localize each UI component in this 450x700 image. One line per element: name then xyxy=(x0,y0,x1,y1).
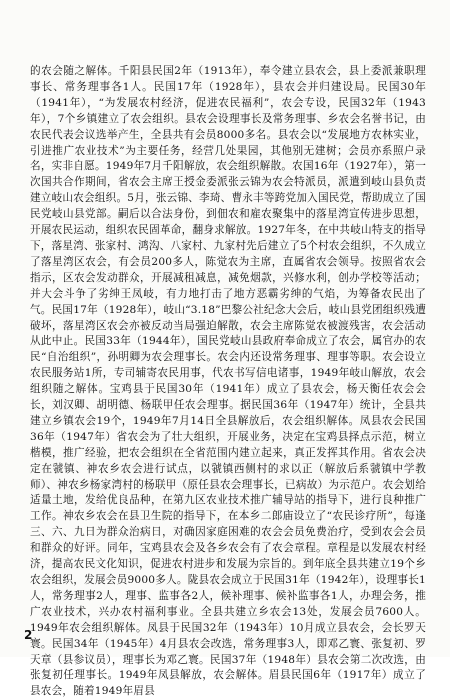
paragraph: 的农会随之解体。千阳县民国2年（1913年），奉令建立县农会，县上委派兼职理事长、常务理事各1人。民国17年（1928年），县农会并归建设局。民国30年（1941年），“为发展农村经济，促进农民福利”，农会专设，民国32年（1943年），7个乡镇建立了农会组织。县农会设理事长及常务理事、乡农会名誉书记，由农民代表会议选举产生，全县共有会员8000多名。县农会以“发展地方农林实业，引进推广农业技术”为主要任务，经营几处果园，其他别无建树；会员亦系照户录名，实非自愿。1949年7月千阳解放，农会组织解散。农国16年（1927年），第一次国共合作期间，省农会主席王授金委派张云锦为农会特派员，派遣到岐山县负责建立岐山农会组织。5月，张云锦、李琦、曹永丰等跨党加入国民党，帮助成立了国民党岐山县党部。嗣后以合法身份，到佃农和雇农聚集中的落星湾宣传进步思想，开展农民运动，组织农民固革命，翻身求解放。1927年冬，在中共岐山特支的指导下，落星湾、张家村、鸿沟、八家村、九家村先后建立了5个村农会组织，不久成立了落星湾区农会，有会员200多人，陈觉农为主席，直属省农会领导。按照省农会指示，区农会发动群众，开展减租减息，减免烟款，兴修水利，创办学校等活动；并大会斗争了劣绅王凤岐，有力地打击了地方恶霸劣绅的气焰，为筹备农民出了气。民国17年（1928年），岐山“3.18”巴黎公社纪念大会后，岐山县党团组织残遭破坏，落星湾区农会亦被反动当局强迫解散，农会主席陈觉农被渡残害，农会活动从此中止。民国33年（1944年），国民党岐山县政府奉命成立了农会，属官办的农民“自治组织”，孙明卿为农会理事长。农会内还设常务理事、理事等职。农会设立农民服务站1所，专司辅寄农民用事，代农书写信电诸事，1949年岐山解放，农会组织随之解体。宝鸡县于民国30年（1941年）成立了县农会，杨天衡任农会会长，刘汉卿、胡明德、杨联甲任农会理事。据民国36年（1947年）统计，全县共建立乡镇农会19个，1949年7月14日全县解放后，农会组织解体。凤县农会民国36年（1947年）省农会为了壮大组织，开展业务，决定在宝鸡县择点示范，树立楷模，推广经验，把农会组织在全省范围内建立起来，真正发挥其作用。省农会决定在虢镇、神农乡农会进行试点，以虢镇西侧村的求以正（解放后系虢镇中学教师）、神农乡杨家湾村的杨联甲（原任县农会理事长，已病故）为示范户。农会划给适量土地，发给优良品种，在第九区农业技术推广辅导站的指导下，进行良种推广工作。神农乡农会在县卫生院的指导下，在本乡二郎庙设立了“农民诊疗所”，每逢三、六、九日为群众治病日，对确因家庭困难的农会会员免费治疗，受到农会会员和群众的好评。同年，宝鸡县农会及各乡农会有了农会章程。章程是以发展农村经济，提高农民文化知识，促进农村进步和发展为宗旨的。到年底全县共建立19个乡农会组织，发展会员9000多人。陇县农会成立于民国31年（1942年），设理事长1人，常务理事2人，理事、监事各2人，候补理事、候补监事各1人，办理会务，推广农业技术，兴办农村福利事业。全县共建立乡农会13处，发展会员7600人。1949年农会组织解体。凤县于民国32年（1943年）10月成立县农会，会长罗天寰。民国34年（1945年）4月县农会改选，常务理事3人，即邓乙寰、张复初、罗天章（县参议员），理事长为邓乙寰。民国37年（1948年）县农会第二次改选，由张复初任理事长。1949年凤县解放，农会解体。眉县民国6年（1917年）成立了县农会，随着1949年眉县 xyxy=(30,65,426,698)
page-number: 2 xyxy=(24,628,33,642)
body-text xyxy=(30,64,426,700)
